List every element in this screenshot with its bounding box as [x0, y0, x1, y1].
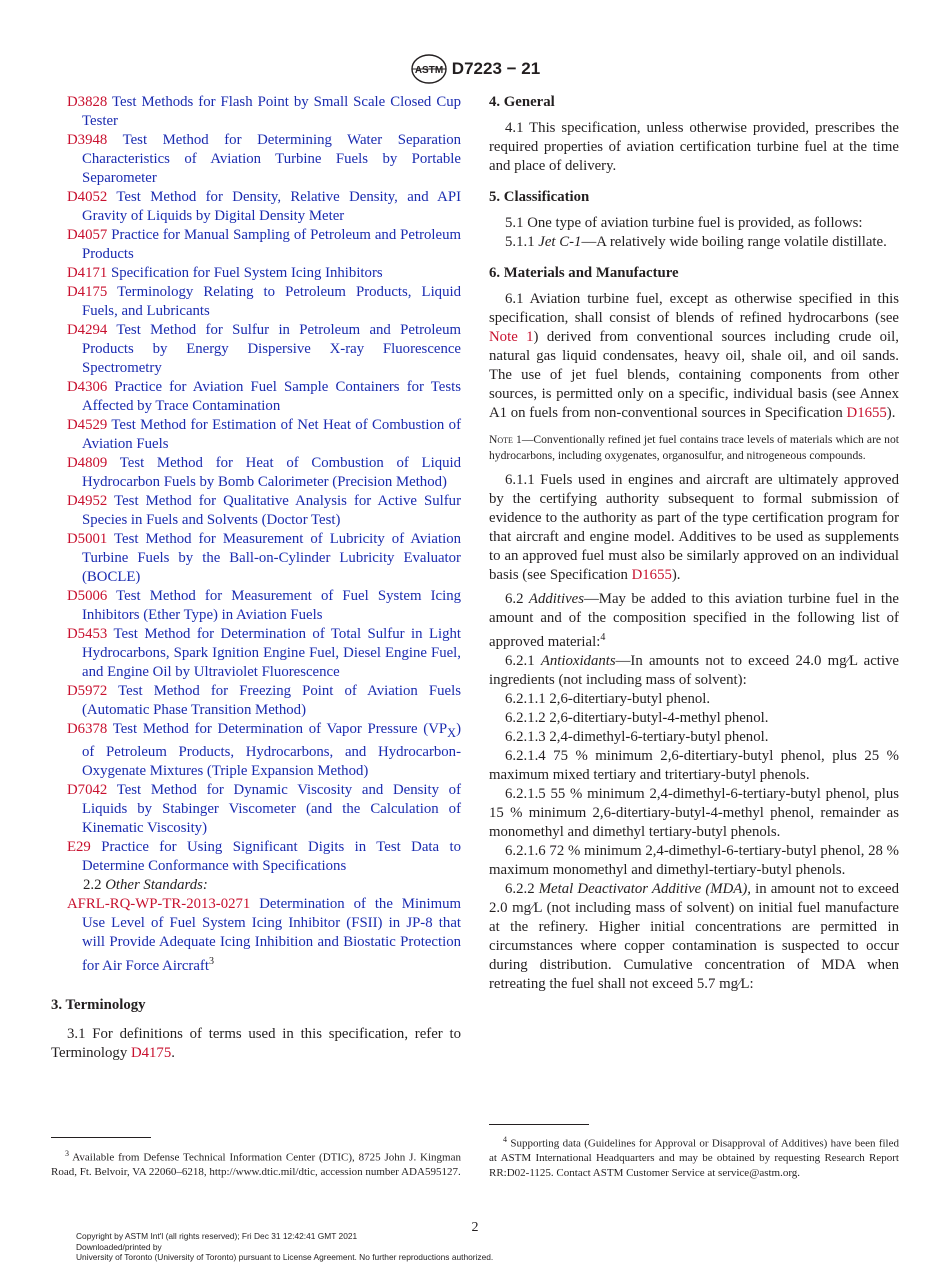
- paragraph-text: .: [171, 1044, 175, 1061]
- reference-title: Practice for Using Significant Digits in Test Data to Determine Conformance with Specifications: [82, 838, 461, 874]
- terminology-link[interactable]: D4175: [130, 1044, 172, 1061]
- astm-logo-icon: [410, 53, 448, 85]
- reference-code[interactable]: D6378: [67, 721, 108, 737]
- paragraph-text: in amount not to exceed 2.0 mg⁄L (not including mass of solvent) on initial fuel manufacture at the refinery. Higher initial concentrations are permitted in circumstances where copper contamination is suspected to occur during distribution. Cumulative concentration of MDA when retreating the fuel shall not exceed 5.7 mg⁄L:: [489, 880, 900, 992]
- section-number: 2.2: [83, 876, 102, 893]
- logo-text: ASTM: [414, 65, 443, 76]
- copyright-line: Copyright by ASTM Int'l (all rights reserved); Fri Dec 31 12:42:41 GMT 2021: [76, 1231, 358, 1241]
- footnote-mark[interactable]: 4: [600, 632, 606, 643]
- defined-term: Jet C-1: [538, 234, 582, 250]
- reference-d5453[interactable]: [67, 625, 461, 682]
- footnote-4: [489, 1133, 899, 1181]
- page-number: 2: [471, 1220, 479, 1235]
- paragraph-text: ).: [886, 405, 896, 421]
- antioxidant-item: 6.2.1.6 72 % minimum 2,4-dimethyl-6-tertiary-butyl phenol, 28 % maximum monomethyl and dimethyl-tertiary-butyl phenols.: [489, 842, 899, 878]
- reference-title: Test Method for Qualitative Analysis for Active Sulfur Species in Fuels and Solvents (Doctor Test): [82, 493, 461, 528]
- reference-title: Test Method for Density, Relative Density, and API Gravity of Liquids by Digital Density Meter: [82, 189, 462, 224]
- reference-d3948[interactable]: [67, 131, 461, 188]
- materials-paragraph-6-1: [489, 290, 899, 423]
- reference-d6378[interactable]: [67, 720, 461, 781]
- reference-title: Test Method for Dynamic Viscosity and Density of Liquids by Stabinger Viscometer (and the Calculation of Kinematic Viscosity): [82, 781, 462, 836]
- reference-code[interactable]: D4057: [67, 227, 108, 243]
- note-link[interactable]: Note 1: [489, 329, 534, 345]
- reference-code[interactable]: AFRL-RQ-WP-TR-2013-0271: [67, 895, 251, 912]
- reference-d4057[interactable]: [67, 226, 461, 264]
- reference-title-part: Test Method for Determination of Vapor Pressure (VP: [112, 721, 448, 737]
- footnote-number: 3: [65, 1149, 69, 1158]
- reference-d4052[interactable]: [67, 188, 461, 226]
- paragraph-text: ) derived from conventional sources including crude oil, natural gas liquid condensates, heavy oil, shale oil, and oil sands. The use of jet fuel blends, containing components from other sources, is permitted only on a specific, individual basis (see Annex A1 on fuels from non-conventional sources in Specification: [489, 329, 899, 421]
- reference-code[interactable]: D4052: [67, 189, 108, 205]
- left-column: [51, 93, 462, 1063]
- defined-term: Metal Deactivator Additive (MDA),: [538, 880, 751, 897]
- mda-paragraph: [489, 880, 899, 994]
- paragraph-number: 5.1.1: [505, 234, 535, 250]
- reference-list: [67, 781, 461, 876]
- general-paragraph: 4.1 This specification, unless otherwise provided, prescribes the required properties of aviation certification turbine fuel at the time and place of delivery.: [489, 120, 899, 174]
- antioxidant-item: 6.2.1.4 75 % minimum 2,6-ditertiary-butyl phenol, plus 25 % maximum mixed tertiary and tritertiary-butyl phenols.: [489, 747, 899, 783]
- paragraph-text: 6.1 Aviation turbine fuel, except as otherwise specified in this specification, shall consist of blends of refined hydrocarbons (see: [489, 291, 899, 326]
- reference-title-part: ) of Petroleum Products, Hydrocarbons, and Hydrocarbon-Oxygenate Mixtures (Triple Expansion Method): [82, 721, 461, 779]
- reference-code[interactable]: D4809: [67, 455, 108, 471]
- document-number: D7223 − 21: [451, 59, 541, 78]
- classification-subparagraph: [489, 233, 899, 252]
- reference-d4171[interactable]: [67, 264, 461, 283]
- reference-code[interactable]: D4306: [67, 379, 108, 395]
- paragraph-text: —In amounts not to exceed 24.0 mg⁄L active ingredients (not including mass of solvent):: [489, 652, 899, 688]
- reference-code[interactable]: D4952: [67, 493, 108, 509]
- paragraph-text: 3.1 For definitions of terms used in this specification, refer to Terminology: [51, 1025, 461, 1061]
- reference-code[interactable]: D5972: [67, 683, 108, 699]
- reference-title: Test Method for Freezing Point of Aviation Fuels (Automatic Phase Transition Method): [82, 683, 461, 718]
- spec-link[interactable]: D1655: [846, 405, 887, 421]
- note-1: [489, 432, 899, 463]
- copyright-notice: [76, 1231, 493, 1263]
- paragraph-text: 6.1.1 Fuels used in engines and aircraft are ultimately approved by the certifying authority subsequent to formal submission of evidence to the authority as part of the type certification program for that aircraft and engine model. Additives to be used as supplements to an approved fuel must also be similarly approved on an individual basis (see Specification: [489, 472, 899, 583]
- subscript-x: X: [447, 725, 457, 740]
- footnote-text: Available from Defense Technical Information Center (DTIC), 8725 John J. Kingman Road, Ft. Belvoir, VA 22060–6218, http://www.dtic.mil/dtic, accession number ADA595127.: [51, 1151, 461, 1179]
- reference-d4294[interactable]: [67, 321, 461, 378]
- paragraph-text: —A relatively wide boiling range volatile distillate.: [581, 234, 887, 250]
- defined-term: Additives: [528, 591, 584, 607]
- page-header: [0, 52, 950, 86]
- defined-term: Antioxidants: [540, 652, 616, 669]
- reference-list: [67, 93, 461, 720]
- paragraph-number: 6.2: [505, 591, 524, 607]
- antioxidant-item: 6.2.1.2 2,6-ditertiary-butyl-4-methyl phenol.: [505, 709, 769, 726]
- section-title-terminology: 3. Terminology: [51, 996, 146, 1013]
- reference-d7042[interactable]: [67, 781, 461, 838]
- reference-d4529[interactable]: [67, 416, 461, 454]
- copyright-line: University of Toronto (University of Toronto) pursuant to License Agreement. No further reproductions authorized.: [76, 1252, 494, 1262]
- reference-title: Test Methods for Flash Point by Small Scale Closed Cup Tester: [82, 94, 462, 129]
- paragraph-text: ).: [671, 567, 681, 583]
- note-text: —Conventionally refined jet fuel contains trace levels of materials which are not hydrocarbons, including oxygenates, organosulfur, and nitrogeneous compounds.: [489, 433, 899, 462]
- reference-code[interactable]: D7042: [67, 781, 108, 798]
- reference-title: Test Method for Determining Water Separation Characteristics of Aviation Turbine Fuels by Portable Separometer: [82, 132, 461, 186]
- reference-code[interactable]: D5006: [67, 588, 108, 604]
- terminology-paragraph: [51, 1025, 461, 1063]
- reference-title: Test Method for Measurement of Fuel System Icing Inhibitors (Ether Type) in Aviation Fuels: [82, 588, 461, 623]
- footnote-mark[interactable]: 3: [208, 955, 214, 967]
- paragraph-number: 6.2.1: [505, 652, 535, 669]
- reference-e29[interactable]: [67, 838, 461, 876]
- section-title-classification: 5. Classification: [489, 189, 590, 205]
- reference-title: Practice for Aviation Fuel Sample Containers for Tests Affected by Trace Contamination: [82, 379, 461, 414]
- paragraph-number: 6.2.2: [505, 880, 535, 897]
- footnote-divider: [489, 1124, 589, 1125]
- reference-code[interactable]: D4294: [67, 322, 108, 338]
- reference-d4306[interactable]: [67, 378, 461, 416]
- reference-code[interactable]: D5001: [67, 531, 108, 547]
- reference-d3828[interactable]: [67, 93, 461, 131]
- reference-d5006[interactable]: [67, 587, 461, 625]
- section-title-materials: 6. Materials and Manufacture: [489, 265, 679, 281]
- footnote-text: Supporting data (Guidelines for Approval or Disapproval of Additives) have been filed at ASTM International Headquarters and may be obtained by requesting Research Report RR:D02-1125. Contact ASTM Customer Service at service@astm.org.: [489, 1137, 899, 1180]
- reference-d4175[interactable]: [67, 283, 461, 321]
- reference-code[interactable]: D3948: [67, 132, 108, 148]
- reference-code[interactable]: D3828: [67, 94, 108, 110]
- section-title-general: 4. General: [489, 94, 555, 110]
- copyright-line: Downloaded/printed by: [76, 1241, 162, 1252]
- reference-title: Test Method for Measurement of Lubricity of Aviation Turbine Fuels by the Ball-on-Cylinder Lubricity Evaluator (BOCLE): [82, 531, 462, 585]
- footnote-number: 4: [503, 1135, 507, 1144]
- antioxidant-item: 6.2.1.1 2,6-ditertiary-butyl phenol.: [505, 690, 711, 707]
- spec-link[interactable]: D1655: [631, 567, 672, 583]
- reference-code[interactable]: D4529: [67, 417, 108, 433]
- paragraph-text: —May be added to this aviation turbine fuel in the amount and of the composition specified in the following list of approved material:: [489, 591, 899, 650]
- reference-d5972[interactable]: [67, 682, 461, 720]
- right-column: [489, 93, 899, 994]
- materials-paragraph-6-1-1: [489, 471, 899, 585]
- antioxidant-item: 6.2.1.5 55 % minimum 2,4-dimethyl-6-tertiary-butyl phenol, plus 15 % minimum 2,6-ditertiary-butyl-4-methyl phenol, remainder as monomethyl and dimethyl tertiary-butyl phenols.: [489, 785, 899, 840]
- antioxidants-paragraph: [489, 652, 899, 690]
- section-heading: Other Standards:: [105, 876, 208, 893]
- footnote-divider: [51, 1137, 151, 1138]
- reference-d4952[interactable]: [67, 492, 461, 530]
- reference-code[interactable]: E29: [67, 838, 91, 855]
- reference-title: Test Method for Determination of Total Sulfur in Light Hydrocarbons, Spark Ignition Engine Fuel, Diesel Engine Fuel, and Engine Oil by Ultraviolet Fluorescence: [82, 626, 461, 680]
- note-label: Note 1: [489, 433, 522, 446]
- antioxidant-item: 6.2.1.3 2,4-dimethyl-6-tertiary-butyl phenol.: [505, 728, 769, 745]
- reference-code[interactable]: D4175: [67, 284, 108, 300]
- reference-title: Practice for Manual Sampling of Petroleum and Petroleum Products: [82, 227, 461, 262]
- reference-title: Test Method for Sulfur in Petroleum and Petroleum Products by Energy Dispersive X-ray Fluorescence Spectrometry: [82, 322, 461, 376]
- reference-afrl[interactable]: [67, 895, 461, 976]
- reference-title: Determination of the Minimum Use Level of Fuel System Icing Inhibitor (FSII) in JP-8 that will Provide Adequate Icing Inhibition and Biostatic Protection for Air Force Aircraft: [82, 895, 461, 974]
- reference-title: Test Method for Estimation of Net Heat of Combustion of Aviation Fuels: [82, 417, 461, 452]
- reference-code[interactable]: D5453: [67, 626, 108, 642]
- antioxidant-list: [489, 690, 899, 880]
- classification-paragraph: 5.1 One type of aviation turbine fuel is provided, as follows:: [505, 215, 863, 231]
- reference-code[interactable]: D4171: [67, 265, 108, 281]
- additives-paragraph: [489, 590, 899, 652]
- reference-d5001[interactable]: [67, 530, 461, 587]
- reference-d4809[interactable]: [67, 454, 461, 492]
- reference-title: Terminology Relating to Petroleum Products, Liquid Fuels, and Lubricants: [82, 284, 461, 319]
- reference-title: Specification for Fuel System Icing Inhibitors: [110, 265, 383, 281]
- reference-title: Test Method for Heat of Combustion of Liquid Hydrocarbon Fuels by Bomb Calorimeter (Precision Method): [82, 455, 461, 490]
- other-standards-heading: [67, 876, 461, 895]
- footnote-3: [51, 1147, 461, 1180]
